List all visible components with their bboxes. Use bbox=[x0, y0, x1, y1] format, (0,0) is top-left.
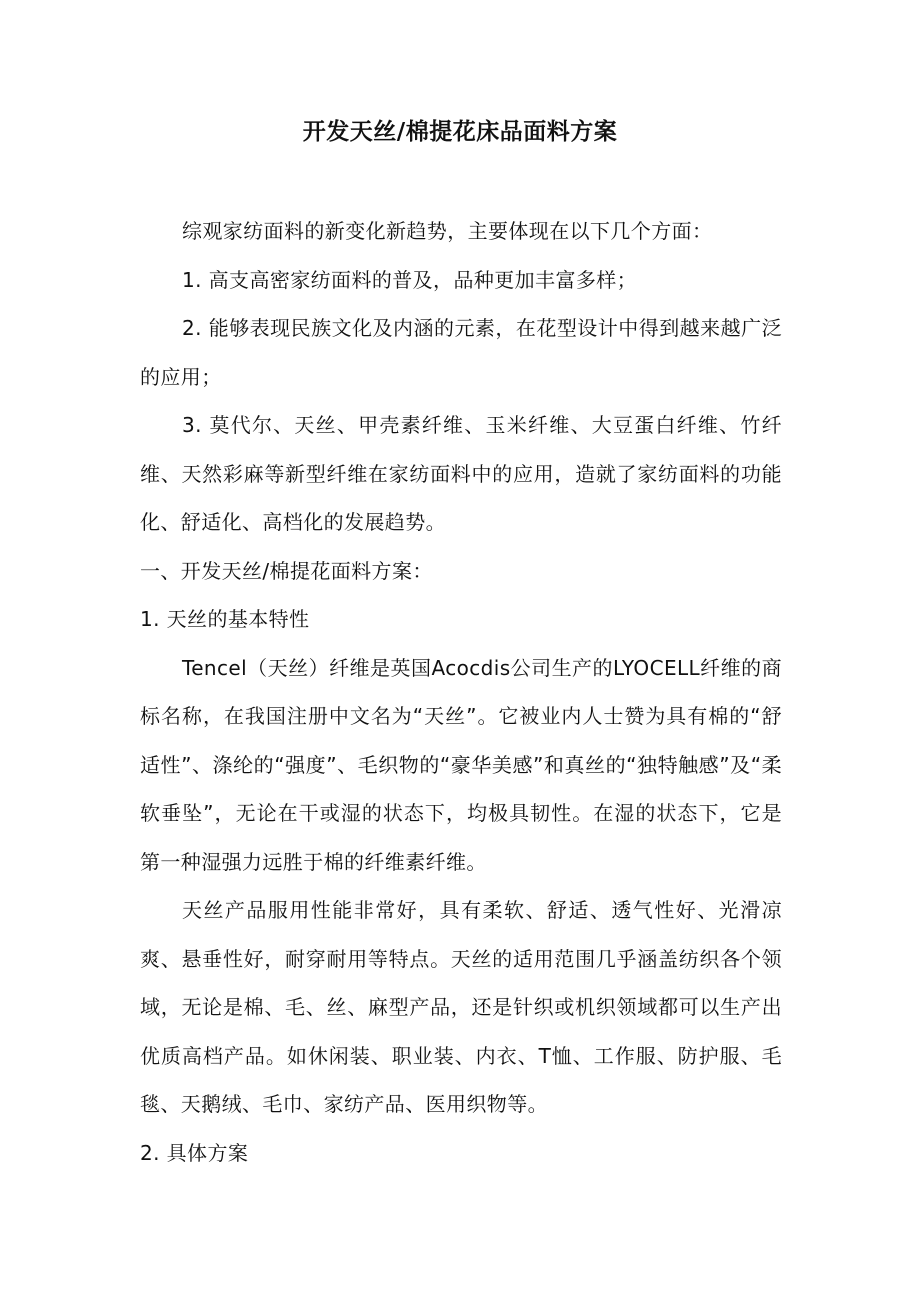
intro-paragraph: 综观家纺面料的新变化新趋势，主要体现在以下几个方面： bbox=[182, 219, 713, 243]
trend-item-2: 2. 能够表现民族文化及内涵的元素，在花型设计中得到越来越广泛的应用； bbox=[140, 316, 782, 389]
subsection-1-heading: 1. 天丝的基本特性 bbox=[140, 607, 310, 631]
tencel-description-paragraph: Tencel（天丝）纤维是英国Acocdis公司生产的LYOCELL纤维的商标名称，在我国注册中文名为“天丝”。它被业内人士赞为具有棉的“舒适性”、涤纶的“强度”、毛织物的“豪华美感”和真丝的“独特触感”及“柔软垂坠”，无论在干或湿的状态下，均极具韧性。在湿的状态下，它是第一种湿强力远胜于棉的纤维素纤维。 bbox=[140, 655, 782, 874]
document-title: 开发天丝/棉提花床品面料方案 bbox=[302, 119, 618, 145]
document-body bbox=[140, 207, 782, 1177]
trend-item-1: 1. 高支高密家纺面料的普及，品种更加丰富多样； bbox=[182, 267, 638, 292]
trend-item-3: 3. 莫代尔、天丝、甲壳素纤维、玉米纤维、大豆蛋白纤维、竹纤维、天然彩麻等新型纤维在家纺面料中的应用，造就了家纺面料的功能化、舒适化、高档化的发展趋势。 bbox=[140, 413, 782, 534]
subsection-2-heading: 2. 具体方案 bbox=[140, 1140, 249, 1165]
section-1-heading: 一、开发天丝/棉提花面料方案： bbox=[140, 558, 433, 583]
tencel-usage-paragraph: 天丝产品服用性能非常好，具有柔软、舒适、透气性好、光滑凉爽、悬垂性好，耐穿耐用等特点。天丝的适用范围几乎涵盖纺织各个领域，无论是棉、毛、丝、麻型产品，还是针织或机织领域都可以生产出优质高档产品。如休闲装、职业装、内衣、T恤、工作服、防护服、毛毯、天鹅绒、毛巾、家纺产品、医用织物等。 bbox=[140, 898, 782, 1116]
